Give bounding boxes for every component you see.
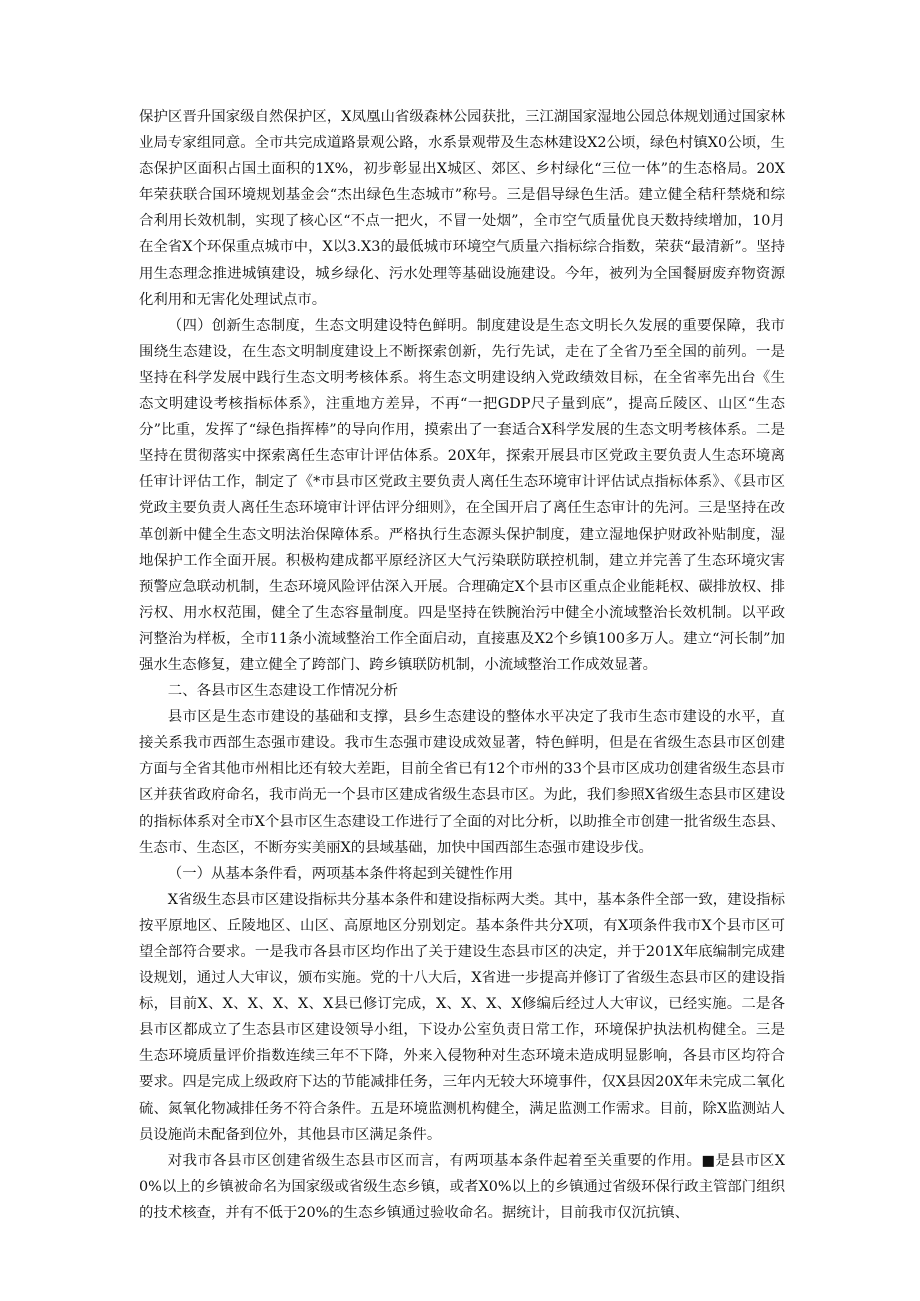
paragraph-1: 保护区晋升国家级自然保护区，X凤凰山省级森林公园获批，三江湖国家湿地公园总体规划通过国家林业局专家组同意。全市共完成道路景观公路，水系景观带及生态林建设X2公顷，绿色村镇X0公顷，生态保护区面积占国土面积的1X%，初步彰显出X城区、郊区、乡村绿化“三位一体”的生态格局。20X年荣获联合国环境规划基金会“杰出绿色生态城市”称号。三是倡导绿色生活。建立健全秸秆禁烧和综合利用长效机制，实现了核心区“不点一把火，不冒一处烟”，全市空气质量优良天数持续增加，10月在全省X个环保重点城市中，X以3.X3的最低城市环境空气质量六指标综合指数，荣获“最清新”。坚持用生态理念推进城镇建设，城乡绿化、污水处理等基础设施建设。今年，被列为全国餐厨废弃物资源化利用和无害化处理试点市。 [139,109,785,308]
paragraph-5: 对我市各县市区创建省级生态县市区而言，有两项基本条件起着至关重要的作用。■是县市区X0%以上的乡镇被命名为国家级或省级生态乡镇，或者X0%以上的乡镇通过省级环保行政主管部门组织的技术核查，并有不低于20%的生态乡镇通过验收命名。据统计，目前我市仅沉抗镇、 [139,1152,785,1221]
paragraph-3: 县市区是生态市建设的基础和支撑，县乡生态建设的整体水平决定了我市生态市建设的水平，直接关系我市西部生态强市建设。我市生态强市建设成效显著，特色鲜明，但是在省级生态县市区创建方面与全省其他市州相比还有较大差距，目前全省已有12个市州的33个县市区成功创建省级生态县市区并获省政府命名，我市尚无一个县市区建成省级生态县市区。为此，我们参照X省级生态县市区建设的指标体系对全市X个县市区生态建设工作进行了全面的对比分析，以助推全市创建一批省级生态县、生态市、生态区，不断夯实美丽X的县域基础，加快中国西部生态强市建设步伐。 [139,709,785,856]
section-heading-2: 二、各县市区生态建设工作情况分析 [167,683,399,700]
paragraph-2: （四）创新生态制度，生态文明建设特色鲜明。制度建设是生态文明长久发展的重要保障，我市围绕生态建设，在生态文明制度建设上不断探索创新，先行先试，走在了全省乃至全国的前列。一是坚持在科学发展中践行生态文明考核体系。将生态文明建设纳入党政绩效目标，在全省率先出台《生态文明建设考核指标体系》，注重地方差异，不再“一把GDP尺子量到底”，提高丘陵区、山区“生态分”比重，发挥了“绿色指挥棒”的导向作用，摸索出了一套适合X科学发展的生态文明考核体系。二是坚持在贯彻落实中探索离任生态审计评估体系。20X年，探索开展县市区党政主要负责人生态环境离任审计评估工作，制定了《*市县市区党政主要负责人离任生态环境审计评估试点指标体系》、《县市区党政主要负责人离任生态环境审计评估评分细则》，在全国开启了离任生态审计的先河。三是坚持在改革创新中健全生态文明法治保障体系。严格执行生态源头保护制度，建立湿地保护财政补贴制度，湿地保护工作全面开展。积极构建成都平原经济区大气污染联防联控机制，建立并完善了生态环境灾害预警应急联动机制，生态环境风险评估深入开展。合理确定X个县市区重点企业能耗权、碳排放权、排污权、用水权范围，健全了生态容量制度。四是坚持在铁腕治污中健全小流域整治长效机制。以平政河整治为样板，全市11条小流域整治工作全面启动，直接惠及X2个乡镇100多万人。建立“河长制”加强水生态修复，建立健全了跨部门、跨乡镇联防机制，小流域整治工作成效显著。 [139,317,785,673]
subsection-heading-1: （一）从基本条件看，两项基本条件将起到关键性作用 [167,865,514,882]
document-page [139,104,785,1226]
paragraph-4: X省级生态县市区建设指标共分基本条件和建设指标两大类。其中，基本条件全部一致，建设指标按平原地区、丘陵地区、山区、高原地区分别划定。基本条件共分X项，有X项条件我市X个县市区可望全部符合要求。一是我市各县市区均作出了关于建设生态县市区的决定，并于201X年底编制完成建设规划，通过人大审议，颁布实施。党的十八大后，X省进一步提高并修订了省级生态县市区的建设指标，目前X、X、X、X、X、X县已修订完成，X、X、X、X修编后经过人大审议，已经实施。二是各县市区都成立了生态县市区建设领导小组，下设办公室负责日常工作，环境保护执法机构健全。三是生态环境质量评价指数连续三年不下降，外来入侵物种对生态环境未造成明显影响，各县市区均符合要求。四是完成上级政府下达的节能减排任务，三年内无较大环境事件，仅X县因20X年未完成二氧化硫、氮氧化物减排任务不符合条件。五是环境监测机构健全，满足监测工作需求。目前，除X监测站人员设施尚未配备到位外，其他县市区满足条件。 [139,891,785,1143]
